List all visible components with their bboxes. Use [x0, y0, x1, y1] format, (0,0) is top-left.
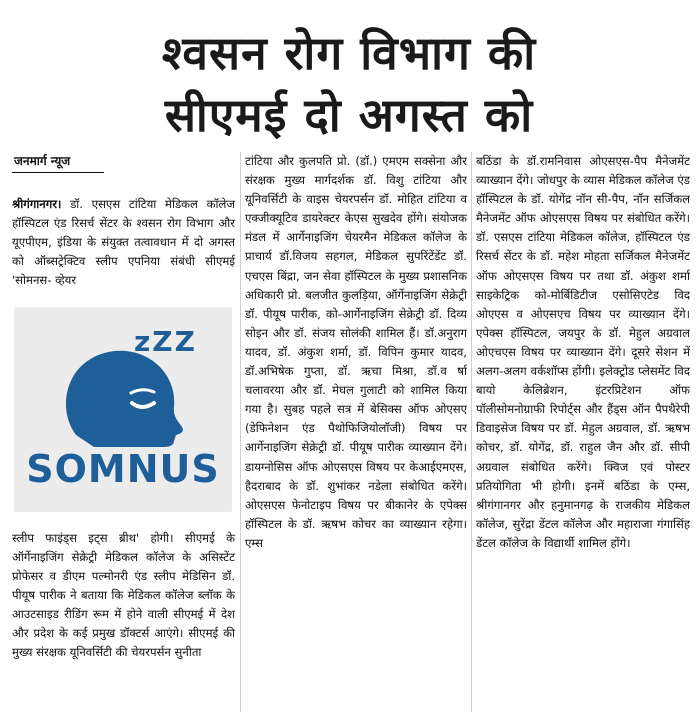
- article-col2-text: टांटिया और कुलपति प्रो. (डॉ.) एमएम सक्सेना और संरक्षक मुख्य मार्गदर्शक डॉ. विशु टांटिया और यूनिवर्सिटी के वाइस चेयरपर्सन डॉ. मोहित टांटिया व एक्जीक्यूटिव डायरेक्टर केएस सुखदेव होंगे। संयोजक मंडल में आर्गेनाइजिंग चेयरमैन मेडिकल कॉलेज के प्राचार्य डॉ.विजय सहगल, मेडिकल सुपरिंटेंडेंट डॉ. एचएस बिंद्रा, जन सेवा हॉस्पिटल के मुख्य प्रशासनिक अधिकारी प्रो. बलजीत कुलड़िया, ऑर्गेनाइजिंग सेक्रेट्री डॉ. पीयूष पारीक, को-आर्गेनाइजिंग सेक्रेट्री डॉ. दिव्य सोइन और डॉ. संजय सोलंकी शामिल हैं। डॉ.अनुराग यादव, डॉ. अंकुश शर्मा, डॉ. विपिन कुमार यादव, डॉ.अभिषेक गुप्ता, डॉ. ऋचा मिश्रा, डॉ.व र्षा चलावरया और डॉ. मेघल गुलाटी को शामिल किया गया है। सुबह पहले सत्र में बेसिक्स ऑफ ओएसए (डेफिनेशन एंड पैथोफिजियोलॉजी) विषय पर आर्गेनाइजिंग सेक्रेट्री डॉ. पीयूष पारीक व्याख्यान देंगे। डायग्नोसिस ऑफ ओएसएस विषय पर केआईएमएस, हैदराबाद के डॉ. शुभांकर नडेला संबोधित करेंगे। ओएसएस फेनोटाइप विषय पर बीकानेर के एपेक्स हॉस्पिटल के डॉ. ऋषभ कोचर का व्याख्यान रहेगा। एम्स: [245, 154, 467, 550]
- logo-wordmark: SOMNUS: [26, 447, 220, 491]
- headline-line-1: श्वसन रोग विभाग की: [161, 26, 537, 80]
- somnus-logo: [14, 307, 232, 512]
- column-divider-1: [240, 152, 241, 712]
- article-col1-bottom: [12, 517, 235, 674]
- article-col1-top-text: डॉ. एसएस टांटिया मेडिकल कॉलेज हॉस्पिटल एंड रिसर्च सेंटर के श्वसन रोग विभाग और यूएपीएम, इंडिया के संयुक्त तत्वावधान में दो अगस्त को ऑब्सट्रेक्टिव स्लीप एपनिया संबंधी सीएमई 'सोमनस- व्हेयर: [12, 196, 235, 287]
- byline: जनमार्ग न्यूज: [12, 152, 104, 173]
- article-col3-text: बठिंडा के डॉ.रामनिवास ओएसएस-पैप मैनेजमेंट व्याख्यान देंगे। जोधपुर के व्यास मेडिकल कॉलेज एंड हॉस्पिटल के डॉ. योगेंद्र नॉन सी-पैप, नॉन सर्जिकल मैनेजमेंट ऑफ ओएसएस विषय पर संबोधित करेंगे। डॉ. एसएस टांटिया मेडिकल कॉलेज, हॉस्पिटल एंड रिसर्च सेंटर के डॉ. महेश मोहता सर्जिकल मैनेजमेंट ऑफ ओएसएस विषय पर तथा डॉ. अंकुश शर्मा साइकेट्रिक को-मोर्बिडिटीज एसोसिएटेड विद ओएएस व ओएसएच विषय पर व्याख्यान देंगे। एपेक्स हॉस्पिटल, जयपुर के डॉ. मेहुल अग्रवाल ओएचएस विषय पर व्याख्यान देंगे। दूसरे सेशन में अलग-अलग वर्कशॉप्स होंगी। इलेक्ट्रोड प्लेसमेंट विद बायो केलिब्रेशन, इंटरप्रिटेशन ऑफ पॉलीसोमनोग्राफी रिपोर्ट्स और हैंड्स ऑन पैपथैरेपी डिवाइसेज विषय पर डॉ. मेहुल अग्रवाल, डॉ. ऋषभ कोचर, डॉ. योगेंद्र, डॉ. राहुल जैन और डॉ. सीपी अग्रवाल संबोधित करेंगे। क्विज एवं पोस्टर प्रतियोगिता भी होगी। इनमें बठिंडा के एम्स, श्रीगंगानगर और हनुमानगढ़ के राजकीय मेडिकल कॉलेज, सुरेंद्रा डेंटल कॉलेज और महाराजा गंगासिंह डेंटल कॉलेज के विद्यार्थी शामिल होंगे।: [476, 154, 690, 550]
- article-column-1: [12, 152, 235, 181]
- article-col1-bottom-text: स्लीप फाइंड्स इट्स ब्रीथ' होगी। सीएमई के ऑर्गेनाइजिंग सेक्रेट्री मेडिकल कॉलेज के असिस्टेंट प्रोफेसर व डीएम पल्मोनरी एंड स्लीप मेडिसिन डॉ. पीयूष पारीक ने बताया कि मेडिकल कॉलेज ब्लॉक के आउटसाइड रीडिंग रूम में होने वाली सीएमई में देश और प्रदेश के कई प्रमुख डॉक्टर्स आएंगे। सीएमई की मुख्य संरक्षक यूनिवर्सिटी की चेयरपर्सन सुनीता: [12, 530, 235, 660]
- article-intro: [12, 183, 235, 302]
- headline-line-2: सीएमई दो अगस्त को: [164, 88, 534, 142]
- dateline: श्रीगंगानगर।: [12, 196, 62, 211]
- article-column-3: [476, 152, 690, 712]
- article-column-2: [245, 152, 467, 712]
- headline: [0, 22, 698, 146]
- sleep-zzz-text: zZZ: [134, 325, 197, 358]
- column-divider-2: [471, 152, 472, 712]
